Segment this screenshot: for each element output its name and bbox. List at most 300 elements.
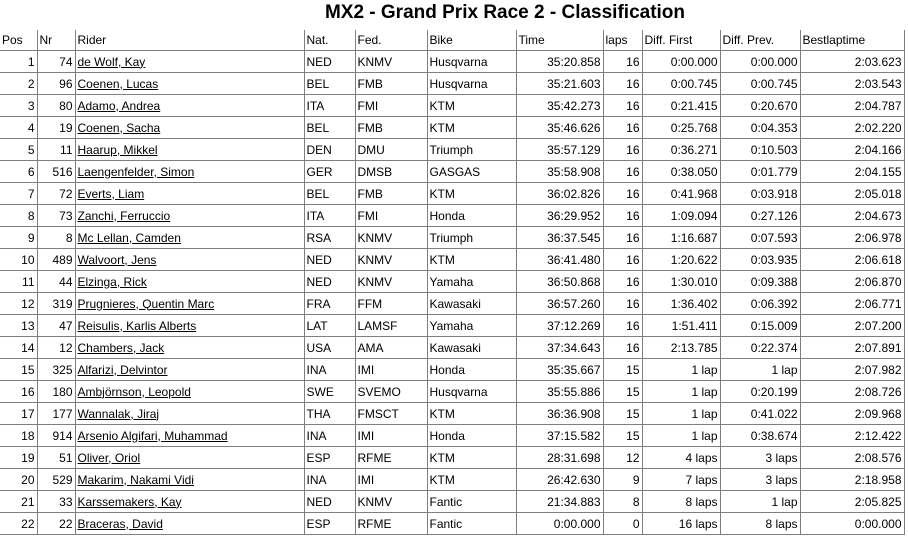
- cell-diff-first: 0:41.968: [642, 183, 720, 205]
- cell-rider: [75, 95, 304, 117]
- cell-rider: [75, 271, 304, 293]
- cell-pos: 5: [0, 139, 37, 161]
- cell-fed: KNMV: [355, 491, 427, 513]
- cell-fed: KNMV: [355, 227, 427, 249]
- cell-laps: 16: [603, 227, 642, 249]
- cell-rider: [75, 161, 304, 183]
- cell-diff-prev: 0:27.126: [720, 205, 800, 227]
- cell-fed: KNMV: [355, 249, 427, 271]
- cell-fed: AMA: [355, 337, 427, 359]
- cell-rider: [75, 205, 304, 227]
- cell-rider: [75, 249, 304, 271]
- cell-time: 35:35.667: [516, 359, 603, 381]
- cell-bestlaptime: 2:08.576: [800, 447, 904, 469]
- cell-fed: FFM: [355, 293, 427, 315]
- rider-link[interactable]: Makarim, Nakami Vidi: [77, 472, 194, 487]
- cell-bike: KTM: [427, 95, 516, 117]
- cell-time: 35:55.886: [516, 381, 603, 403]
- cell-diff-first: 0:00.745: [642, 73, 720, 95]
- cell-laps: 16: [603, 249, 642, 271]
- header-row: [0, 30, 904, 51]
- table-row: [0, 491, 904, 513]
- cell-bike: Kawasaki: [427, 337, 516, 359]
- cell-nr: 516: [37, 161, 75, 183]
- cell-diff-prev: 3 laps: [720, 447, 800, 469]
- cell-laps: 15: [603, 359, 642, 381]
- cell-diff-prev: 0:01.779: [720, 161, 800, 183]
- cell-time: 35:57.129: [516, 139, 603, 161]
- col-header-laps: laps: [603, 30, 642, 51]
- table-row: [0, 271, 904, 293]
- rider-link[interactable]: de Wolf, Kay: [77, 54, 146, 69]
- col-header-nr: Nr: [37, 30, 75, 51]
- cell-bike: KTM: [427, 183, 516, 205]
- cell-nat: FRA: [304, 293, 355, 315]
- cell-time: 36:41.480: [516, 249, 603, 271]
- cell-nat: ITA: [304, 95, 355, 117]
- rider-link[interactable]: Braceras, David: [77, 516, 163, 531]
- cell-pos: 4: [0, 117, 37, 139]
- cell-pos: 10: [0, 249, 37, 271]
- cell-diff-prev: 0:20.670: [720, 95, 800, 117]
- cell-nat: SWE: [304, 381, 355, 403]
- cell-time: 36:57.260: [516, 293, 603, 315]
- table-row: [0, 95, 904, 117]
- cell-pos: 9: [0, 227, 37, 249]
- cell-diff-prev: 0:00.000: [720, 51, 800, 73]
- page-title: MX2 - Grand Prix Race 2 - Classification: [324, 2, 686, 23]
- cell-bike: Triumph: [427, 139, 516, 161]
- cell-nat: THA: [304, 403, 355, 425]
- cell-bestlaptime: 2:07.200: [800, 315, 904, 337]
- cell-diff-prev: 0:20.199: [720, 381, 800, 403]
- cell-pos: 15: [0, 359, 37, 381]
- cell-diff-prev: 0:22.374: [720, 337, 800, 359]
- cell-bestlaptime: 2:09.968: [800, 403, 904, 425]
- cell-nr: 12: [37, 337, 75, 359]
- rider-link[interactable]: Zanchi, Ferruccio: [77, 208, 171, 223]
- results-body: [0, 51, 904, 535]
- cell-bestlaptime: 2:04.166: [800, 139, 904, 161]
- cell-time: 35:58.908: [516, 161, 603, 183]
- table-row: [0, 469, 904, 491]
- rider-link[interactable]: Karssemakers, Kay: [77, 494, 182, 509]
- cell-diff-prev: 0:06.392: [720, 293, 800, 315]
- cell-pos: 8: [0, 205, 37, 227]
- cell-fed: DMU: [355, 139, 427, 161]
- cell-bike: Yamaha: [427, 271, 516, 293]
- cell-pos: 2: [0, 73, 37, 95]
- cell-bike: Husqvarna: [427, 51, 516, 73]
- cell-rider: [75, 293, 304, 315]
- cell-nat: NED: [304, 491, 355, 513]
- cell-diff-prev: 0:04.353: [720, 117, 800, 139]
- cell-bestlaptime: 2:06.978: [800, 227, 904, 249]
- cell-time: 37:15.582: [516, 425, 603, 447]
- cell-nr: 44: [37, 271, 75, 293]
- cell-pos: 11: [0, 271, 37, 293]
- cell-fed: IMI: [355, 425, 427, 447]
- cell-bike: KTM: [427, 249, 516, 271]
- cell-rider: [75, 403, 304, 425]
- cell-pos: 3: [0, 95, 37, 117]
- cell-nat: ITA: [304, 205, 355, 227]
- cell-bike: Husqvarna: [427, 73, 516, 95]
- cell-time: 36:37.545: [516, 227, 603, 249]
- rider-link[interactable]: Elzinga, Rick: [77, 274, 147, 289]
- cell-fed: IMI: [355, 469, 427, 491]
- cell-pos: 7: [0, 183, 37, 205]
- cell-diff-first: 1 lap: [642, 359, 720, 381]
- cell-bestlaptime: 2:07.891: [800, 337, 904, 359]
- cell-nat: BEL: [304, 117, 355, 139]
- cell-fed: SVEMO: [355, 381, 427, 403]
- rider-link[interactable]: Chambers, Jack: [77, 340, 165, 355]
- cell-diff-first: 4 laps: [642, 447, 720, 469]
- cell-diff-first: 16 laps: [642, 513, 720, 535]
- cell-nat: DEN: [304, 139, 355, 161]
- table-row: [0, 205, 904, 227]
- cell-nr: 96: [37, 73, 75, 95]
- cell-diff-first: 0:25.768: [642, 117, 720, 139]
- cell-nr: 529: [37, 469, 75, 491]
- cell-fed: FMB: [355, 183, 427, 205]
- rider-link[interactable]: Everts, Liam: [77, 186, 145, 201]
- cell-diff-prev: 0:03.918: [720, 183, 800, 205]
- cell-diff-prev: 0:00.745: [720, 73, 800, 95]
- cell-rider: [75, 447, 304, 469]
- cell-laps: 12: [603, 447, 642, 469]
- cell-bike: Fantic: [427, 491, 516, 513]
- cell-diff-prev: 0:10.503: [720, 139, 800, 161]
- cell-nat: RSA: [304, 227, 355, 249]
- cell-fed: DMSB: [355, 161, 427, 183]
- table-row: [0, 315, 904, 337]
- rider-link[interactable]: Mc Lellan, Camden: [77, 230, 181, 245]
- classification-table: [0, 30, 905, 535]
- cell-nat: NED: [304, 51, 355, 73]
- cell-nr: 74: [37, 51, 75, 73]
- cell-time: 36:02.826: [516, 183, 603, 205]
- cell-laps: 16: [603, 161, 642, 183]
- rider-link[interactable]: Coenen, Lucas: [77, 76, 159, 91]
- cell-diff-prev: 1 lap: [720, 491, 800, 513]
- cell-bestlaptime: 2:02.220: [800, 117, 904, 139]
- cell-pos: 18: [0, 425, 37, 447]
- table-row: [0, 337, 904, 359]
- cell-nr: 80: [37, 95, 75, 117]
- table-row: [0, 249, 904, 271]
- rider-link[interactable]: Haarup, Mikkel: [77, 142, 158, 157]
- cell-rider: [75, 315, 304, 337]
- cell-pos: 1: [0, 51, 37, 73]
- cell-bike: Triumph: [427, 227, 516, 249]
- table-row: [0, 183, 904, 205]
- cell-nat: USA: [304, 337, 355, 359]
- cell-time: 35:42.273: [516, 95, 603, 117]
- cell-time: 37:12.269: [516, 315, 603, 337]
- cell-pos: 6: [0, 161, 37, 183]
- cell-diff-first: 8 laps: [642, 491, 720, 513]
- cell-nat: INA: [304, 469, 355, 491]
- col-header-time: Time: [516, 30, 603, 51]
- cell-time: 35:46.626: [516, 117, 603, 139]
- table-row: [0, 139, 904, 161]
- cell-time: 21:34.883: [516, 491, 603, 513]
- rider-link[interactable]: Laengenfelder, Simon: [77, 164, 195, 179]
- cell-diff-first: 0:21.415: [642, 95, 720, 117]
- cell-diff-first: 1 lap: [642, 381, 720, 403]
- cell-pos: 17: [0, 403, 37, 425]
- cell-diff-first: 1 lap: [642, 403, 720, 425]
- cell-bestlaptime: 0:00.000: [800, 513, 904, 535]
- cell-rider: [75, 381, 304, 403]
- cell-laps: 16: [603, 183, 642, 205]
- cell-nat: BEL: [304, 73, 355, 95]
- rider-link[interactable]: Wannalak, Jiraj: [77, 406, 160, 421]
- cell-pos: 19: [0, 447, 37, 469]
- cell-diff-first: 7 laps: [642, 469, 720, 491]
- rider-link[interactable]: Walvoort, Jens: [77, 252, 157, 267]
- cell-nat: GER: [304, 161, 355, 183]
- cell-laps: 16: [603, 315, 642, 337]
- cell-bestlaptime: 2:12.422: [800, 425, 904, 447]
- cell-laps: 15: [603, 403, 642, 425]
- cell-fed: FMSCT: [355, 403, 427, 425]
- table-row: [0, 381, 904, 403]
- cell-bike: KTM: [427, 469, 516, 491]
- cell-nat: INA: [304, 359, 355, 381]
- cell-nr: 47: [37, 315, 75, 337]
- cell-bestlaptime: 2:05.825: [800, 491, 904, 513]
- cell-nr: 72: [37, 183, 75, 205]
- cell-rider: [75, 513, 304, 535]
- cell-diff-prev: 0:41.022: [720, 403, 800, 425]
- cell-nr: 19: [37, 117, 75, 139]
- cell-diff-prev: 8 laps: [720, 513, 800, 535]
- table-row: [0, 117, 904, 139]
- cell-nat: NED: [304, 249, 355, 271]
- cell-time: 35:21.603: [516, 73, 603, 95]
- rider-link[interactable]: Ambjörnson, Leopold: [77, 384, 191, 399]
- cell-fed: FMB: [355, 117, 427, 139]
- cell-time: 28:31.698: [516, 447, 603, 469]
- cell-diff-prev: 3 laps: [720, 469, 800, 491]
- cell-nr: 51: [37, 447, 75, 469]
- cell-laps: 16: [603, 205, 642, 227]
- cell-laps: 16: [603, 117, 642, 139]
- table-row: [0, 161, 904, 183]
- cell-nr: 11: [37, 139, 75, 161]
- cell-bike: Honda: [427, 359, 516, 381]
- col-header-rider: Rider: [75, 30, 304, 51]
- cell-diff-first: 1:09.094: [642, 205, 720, 227]
- cell-rider: [75, 491, 304, 513]
- cell-rider: [75, 227, 304, 249]
- rider-link[interactable]: Prugnieres, Quentin Marc: [77, 296, 215, 311]
- cell-diff-first: 1:16.687: [642, 227, 720, 249]
- cell-nat: BEL: [304, 183, 355, 205]
- cell-laps: 16: [603, 293, 642, 315]
- cell-diff-first: 1:30.010: [642, 271, 720, 293]
- cell-bestlaptime: 2:06.618: [800, 249, 904, 271]
- cell-fed: LAMSF: [355, 315, 427, 337]
- rider-link[interactable]: Alfarizi, Delvintor: [77, 362, 168, 377]
- col-header-bike: Bike: [427, 30, 516, 51]
- cell-laps: 15: [603, 381, 642, 403]
- cell-diff-first: 1:36.402: [642, 293, 720, 315]
- cell-time: 26:42.630: [516, 469, 603, 491]
- cell-laps: 16: [603, 51, 642, 73]
- cell-bike: Husqvarna: [427, 381, 516, 403]
- cell-time: 36:50.868: [516, 271, 603, 293]
- cell-bestlaptime: 2:05.018: [800, 183, 904, 205]
- cell-fed: FMI: [355, 205, 427, 227]
- rider-link[interactable]: Reisulis, Karlis Alberts: [77, 318, 197, 333]
- cell-rider: [75, 425, 304, 447]
- cell-time: 36:29.952: [516, 205, 603, 227]
- cell-bestlaptime: 2:03.623: [800, 51, 904, 73]
- col-header-diff-prev: Diff. Prev.: [720, 30, 800, 51]
- cell-laps: 16: [603, 271, 642, 293]
- cell-fed: IMI: [355, 359, 427, 381]
- cell-nr: 180: [37, 381, 75, 403]
- table-row: [0, 403, 904, 425]
- cell-diff-prev: 0:38.674: [720, 425, 800, 447]
- cell-bestlaptime: 2:18.958: [800, 469, 904, 491]
- col-header-nat: Nat.: [304, 30, 355, 51]
- cell-diff-prev: 0:07.593: [720, 227, 800, 249]
- cell-diff-first: 1:51.411: [642, 315, 720, 337]
- cell-pos: 12: [0, 293, 37, 315]
- cell-diff-first: 0:38.050: [642, 161, 720, 183]
- cell-diff-first: 1 lap: [642, 425, 720, 447]
- rider-link[interactable]: Coenen, Sacha: [77, 120, 161, 135]
- cell-time: 36:36.908: [516, 403, 603, 425]
- cell-diff-prev: 1 lap: [720, 359, 800, 381]
- col-header-diff-first: Diff. First: [642, 30, 720, 51]
- cell-bike: Honda: [427, 205, 516, 227]
- cell-bike: Kawasaki: [427, 293, 516, 315]
- cell-laps: 16: [603, 337, 642, 359]
- cell-nr: 319: [37, 293, 75, 315]
- cell-laps: 16: [603, 95, 642, 117]
- table-row: [0, 425, 904, 447]
- cell-bike: Fantic: [427, 513, 516, 535]
- cell-time: 35:20.858: [516, 51, 603, 73]
- cell-bestlaptime: 2:04.787: [800, 95, 904, 117]
- cell-bike: Yamaha: [427, 315, 516, 337]
- cell-bestlaptime: 2:06.771: [800, 293, 904, 315]
- cell-rider: [75, 139, 304, 161]
- cell-pos: 21: [0, 491, 37, 513]
- cell-bestlaptime: 2:03.543: [800, 73, 904, 95]
- cell-diff-first: 0:00.000: [642, 51, 720, 73]
- cell-bike: GASGAS: [427, 161, 516, 183]
- cell-rider: [75, 117, 304, 139]
- cell-rider: [75, 359, 304, 381]
- cell-nr: 177: [37, 403, 75, 425]
- cell-nr: 22: [37, 513, 75, 535]
- cell-diff-prev: 0:03.935: [720, 249, 800, 271]
- cell-pos: 16: [0, 381, 37, 403]
- cell-pos: 22: [0, 513, 37, 535]
- cell-diff-prev: 0:09.388: [720, 271, 800, 293]
- cell-fed: KNMV: [355, 51, 427, 73]
- cell-pos: 20: [0, 469, 37, 491]
- col-header-pos: Pos: [0, 30, 37, 51]
- rider-link[interactable]: Arsenio Algifari, Muhammad: [77, 428, 228, 443]
- table-row: [0, 513, 904, 535]
- rider-link[interactable]: Oliver, Oriol: [77, 450, 141, 465]
- table-row: [0, 293, 904, 315]
- cell-pos: 13: [0, 315, 37, 337]
- cell-time: 0:00.000: [516, 513, 603, 535]
- cell-bike: KTM: [427, 447, 516, 469]
- cell-diff-prev: 0:15.009: [720, 315, 800, 337]
- cell-rider: [75, 183, 304, 205]
- cell-bestlaptime: 2:08.726: [800, 381, 904, 403]
- cell-nr: 325: [37, 359, 75, 381]
- cell-fed: RFME: [355, 513, 427, 535]
- cell-fed: KNMV: [355, 271, 427, 293]
- table-row: [0, 227, 904, 249]
- cell-nr: 33: [37, 491, 75, 513]
- cell-nat: ESP: [304, 513, 355, 535]
- cell-fed: FMB: [355, 73, 427, 95]
- cell-nr: 489: [37, 249, 75, 271]
- cell-bike: Honda: [427, 425, 516, 447]
- cell-rider: [75, 337, 304, 359]
- cell-nat: INA: [304, 425, 355, 447]
- cell-bestlaptime: 2:04.155: [800, 161, 904, 183]
- table-row: [0, 51, 904, 73]
- cell-nr: 8: [37, 227, 75, 249]
- cell-nat: ESP: [304, 447, 355, 469]
- cell-nat: LAT: [304, 315, 355, 337]
- cell-pos: 14: [0, 337, 37, 359]
- col-header-fed: Fed.: [355, 30, 427, 51]
- cell-diff-first: 2:13.785: [642, 337, 720, 359]
- cell-bestlaptime: 2:07.982: [800, 359, 904, 381]
- col-header-bestlaptime: Bestlaptime: [800, 30, 904, 51]
- cell-nat: NED: [304, 271, 355, 293]
- cell-rider: [75, 73, 304, 95]
- cell-rider: [75, 51, 304, 73]
- cell-laps: 16: [603, 73, 642, 95]
- table-row: [0, 447, 904, 469]
- cell-rider: [75, 469, 304, 491]
- cell-time: 37:34.643: [516, 337, 603, 359]
- cell-bestlaptime: 2:06.870: [800, 271, 904, 293]
- rider-link[interactable]: Adamo, Andrea: [77, 98, 161, 113]
- cell-laps: 15: [603, 425, 642, 447]
- cell-bike: KTM: [427, 117, 516, 139]
- cell-nr: 73: [37, 205, 75, 227]
- cell-laps: 16: [603, 139, 642, 161]
- cell-diff-first: 1:20.622: [642, 249, 720, 271]
- cell-laps: 8: [603, 491, 642, 513]
- cell-bike: KTM: [427, 403, 516, 425]
- cell-fed: RFME: [355, 447, 427, 469]
- table-row: [0, 73, 904, 95]
- cell-laps: 0: [603, 513, 642, 535]
- cell-nr: 914: [37, 425, 75, 447]
- cell-fed: FMI: [355, 95, 427, 117]
- cell-laps: 9: [603, 469, 642, 491]
- cell-diff-first: 0:36.271: [642, 139, 720, 161]
- table-row: [0, 359, 904, 381]
